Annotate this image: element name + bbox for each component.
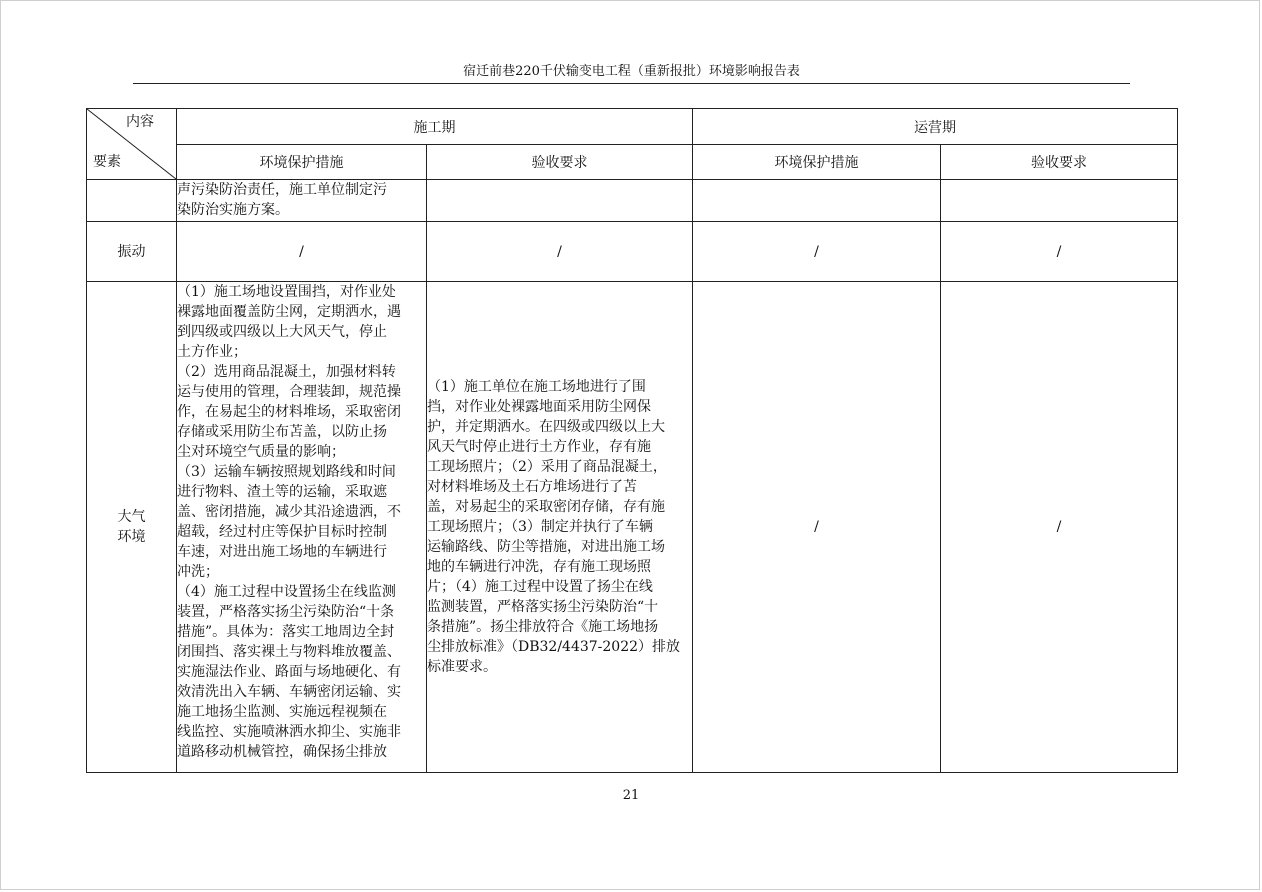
header-rule <box>133 83 1130 84</box>
table-header-row-1 <box>87 109 1178 145</box>
element-cell: 振动 <box>87 222 177 282</box>
construction-measures-cell: / <box>177 222 427 282</box>
page-number: 21 <box>622 788 640 803</box>
operation-measures-header: 环境保护措施 <box>693 145 941 180</box>
operation-period-header: 运营期 <box>693 109 1178 145</box>
construction-measures-cell: （1）施工场地设置围挡，对作业处 裸露地面覆盖防尘网，定期洒水，遇 到四级或四级以上大风天气，停止 土方作业； （2）选用商品混凝土，加强材料转 运与使用的管理，合理装卸，规范操 作，在易起尘的材料堆场，采取密闭 存储或采用防尘布苫盖，以防止扬 尘对环境空气质量的影响； （3）运输车辆按照规划路线和时间 进行物料、渣土等的运输，采取遮 盖、密闭措施，减少其沿途遗洒，不 超载，经过村庄等保护目标时控制 车速，对进出施工场地的车辆进行 冲洗； （4）施工过程中设置扬尘在线监测 装置，严格落实扬尘污染防治“十条 措施”。具体为：落实工地周边全封 闭围挡、落实裸土与物料堆放覆盖、 实施湿法作业、路面与场地硬化、有 效清洗出入车辆、车辆密闭运输、实 施工地扬尘监测、实施远程视频在 线监控、实施喷淋洒水抑尘、实施非 道路移动机械管控，确保扬尘排放 <box>177 282 427 773</box>
environmental-measures-table <box>86 108 1178 773</box>
table-row <box>87 282 1178 773</box>
operation-acceptance-header: 验收要求 <box>941 145 1178 180</box>
construction-acceptance-cell: / <box>427 222 693 282</box>
construction-acceptance-header: 验收要求 <box>427 145 693 180</box>
table-row <box>87 180 1178 222</box>
construction-measures-header: 环境保护措施 <box>177 145 427 180</box>
operation-acceptance-cell <box>941 180 1178 222</box>
table-row <box>87 222 1178 282</box>
corner-header-cell <box>87 109 177 180</box>
construction-measures-cell: 声污染防治责任，施工单位制定污 染防治实施方案。 <box>177 180 427 222</box>
operation-measures-cell <box>693 180 941 222</box>
operation-measures-cell: / <box>693 222 941 282</box>
corner-top-label: 内容 <box>126 114 154 130</box>
operation-acceptance-cell: / <box>941 282 1178 773</box>
construction-acceptance-cell: （1）施工单位在施工场地进行了围 挡，对作业处裸露地面采用防尘网保 护，并定期洒水。在四级或四级以上大 风天气时停止进行土方作业，存有施 工现场照片；（2）采用了商品混凝土， 对材料堆场及土石方堆场进行了苫 盖，对易起尘的采取密闭存储，存有施 工现场照片；（3）制定并执行了车辆 运输路线、防尘等措施，对进出施工场 地的车辆进行冲洗，存有施工现场照 片；（4）施工过程中设置了扬尘在线 监测装置，严格落实扬尘污染防治“十 条措施”。扬尘排放符合《施工场地扬 尘排放标准》（DB32/4437-2022）排放 标准要求。 <box>427 282 693 773</box>
corner-bottom-label: 要素 <box>93 154 121 170</box>
element-cell <box>87 180 177 222</box>
operation-measures-cell: / <box>693 282 941 773</box>
header-title: 宿迁前巷220千伏输变电工程（重新报批）环境影响报告表 <box>463 64 800 79</box>
operation-acceptance-cell: / <box>941 222 1178 282</box>
element-cell: 大气 环境 <box>87 282 177 773</box>
table-header-row-2 <box>87 145 1178 180</box>
construction-period-header: 施工期 <box>177 109 693 145</box>
construction-acceptance-cell <box>427 180 693 222</box>
